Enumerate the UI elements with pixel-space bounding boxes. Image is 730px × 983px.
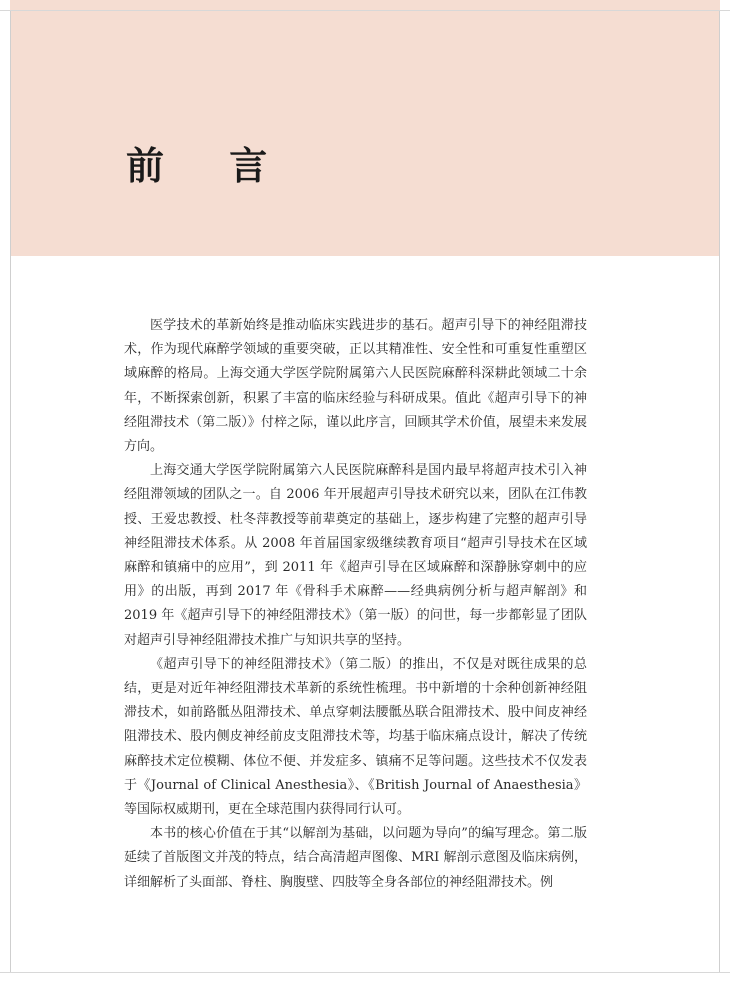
paragraph: 医学技术的革新始终是推动临床实践进步的基石。超声引导下的神经阻滞技术，作为现代麻醉学领域的重要突破，正以其精准性、安全性和可重复性重塑区域麻醉的格局。上海交通大学医学院附属第六人民医院麻醉科深耕此领域二十余年，不断探索创新，积累了丰富的临床经验与科研成果。值此《超声引导下的神经阻滞技术（第二版）》付梓之际，谨以此序言，回顾其学术价值，展望未来发展方向。 (124, 318, 587, 455)
paragraph: 《超声引导下的神经阻滞技术》（第二版）的推出，不仅是对既往成果的总结，更是对近年神经阻滞技术革新的系统性梳理。书中新增的十余种创新神经阻滞技术，如前路骶丛阻滞技术、单点穿刺法腰骶丛联合阻滞技术、股中间皮神经阻滞技术、股内侧皮神经前皮支阻滞技术等，均基于临床痛点设计，解决了传统麻醉技术定位模糊、体位不便、并发症多、镇痛不足等问题。这些技术不仅发表于《Journal of Clinical Anesthesia》、《British Journal of Anaesthesia》等国际权威期刊，更在全球范围内获得同行认可。 (124, 656, 587, 818)
trim-line-top (0, 10, 730, 11)
header-band (10, 0, 720, 256)
trim-line-bottom (0, 972, 730, 973)
page-title: 前 言 (126, 144, 294, 189)
trim-line-right (719, 10, 720, 972)
paragraph: 上海交通大学医学院附属第六人民医院麻醉科是国内最早将超声技术引入神经阻滞领域的团队之一。自 2006 年开展超声引导技术研究以来，团队在江伟教授、王爱忠教授、杜冬萍教授等前辈奠定的基础上，逐步构建了完整的超声引导神经阻滞技术体系。从 2008 年首届国家级继续教育项目“超声引导技术在区域麻醉和镇痛中的应用”，到 2011 年《超声引导在区域麻醉和深静脉穿刺中的应用》的出版，再到 2017 年《骨科手术麻醉——经典病例分析与超声解剖》和 2019 年《超声引导下的神经阻滞技术》（第一版）的问世，每一步都彰显了团队对超声引导神经阻滞技术推广与知识共享的坚持。 (124, 463, 587, 648)
trim-line-left (10, 10, 11, 972)
preface-body (124, 314, 587, 895)
paragraph: 本书的核心价值在于其“以解剖为基础，以问题为导向”的编写理念。第二版延续了首版图文并茂的特点，结合高清超声图像、MRI 解剖示意图及临床病例，详细解析了头面部、脊柱、胸腹壁、四肢等全身各部位的神经阻滞技术。例 (124, 826, 587, 890)
